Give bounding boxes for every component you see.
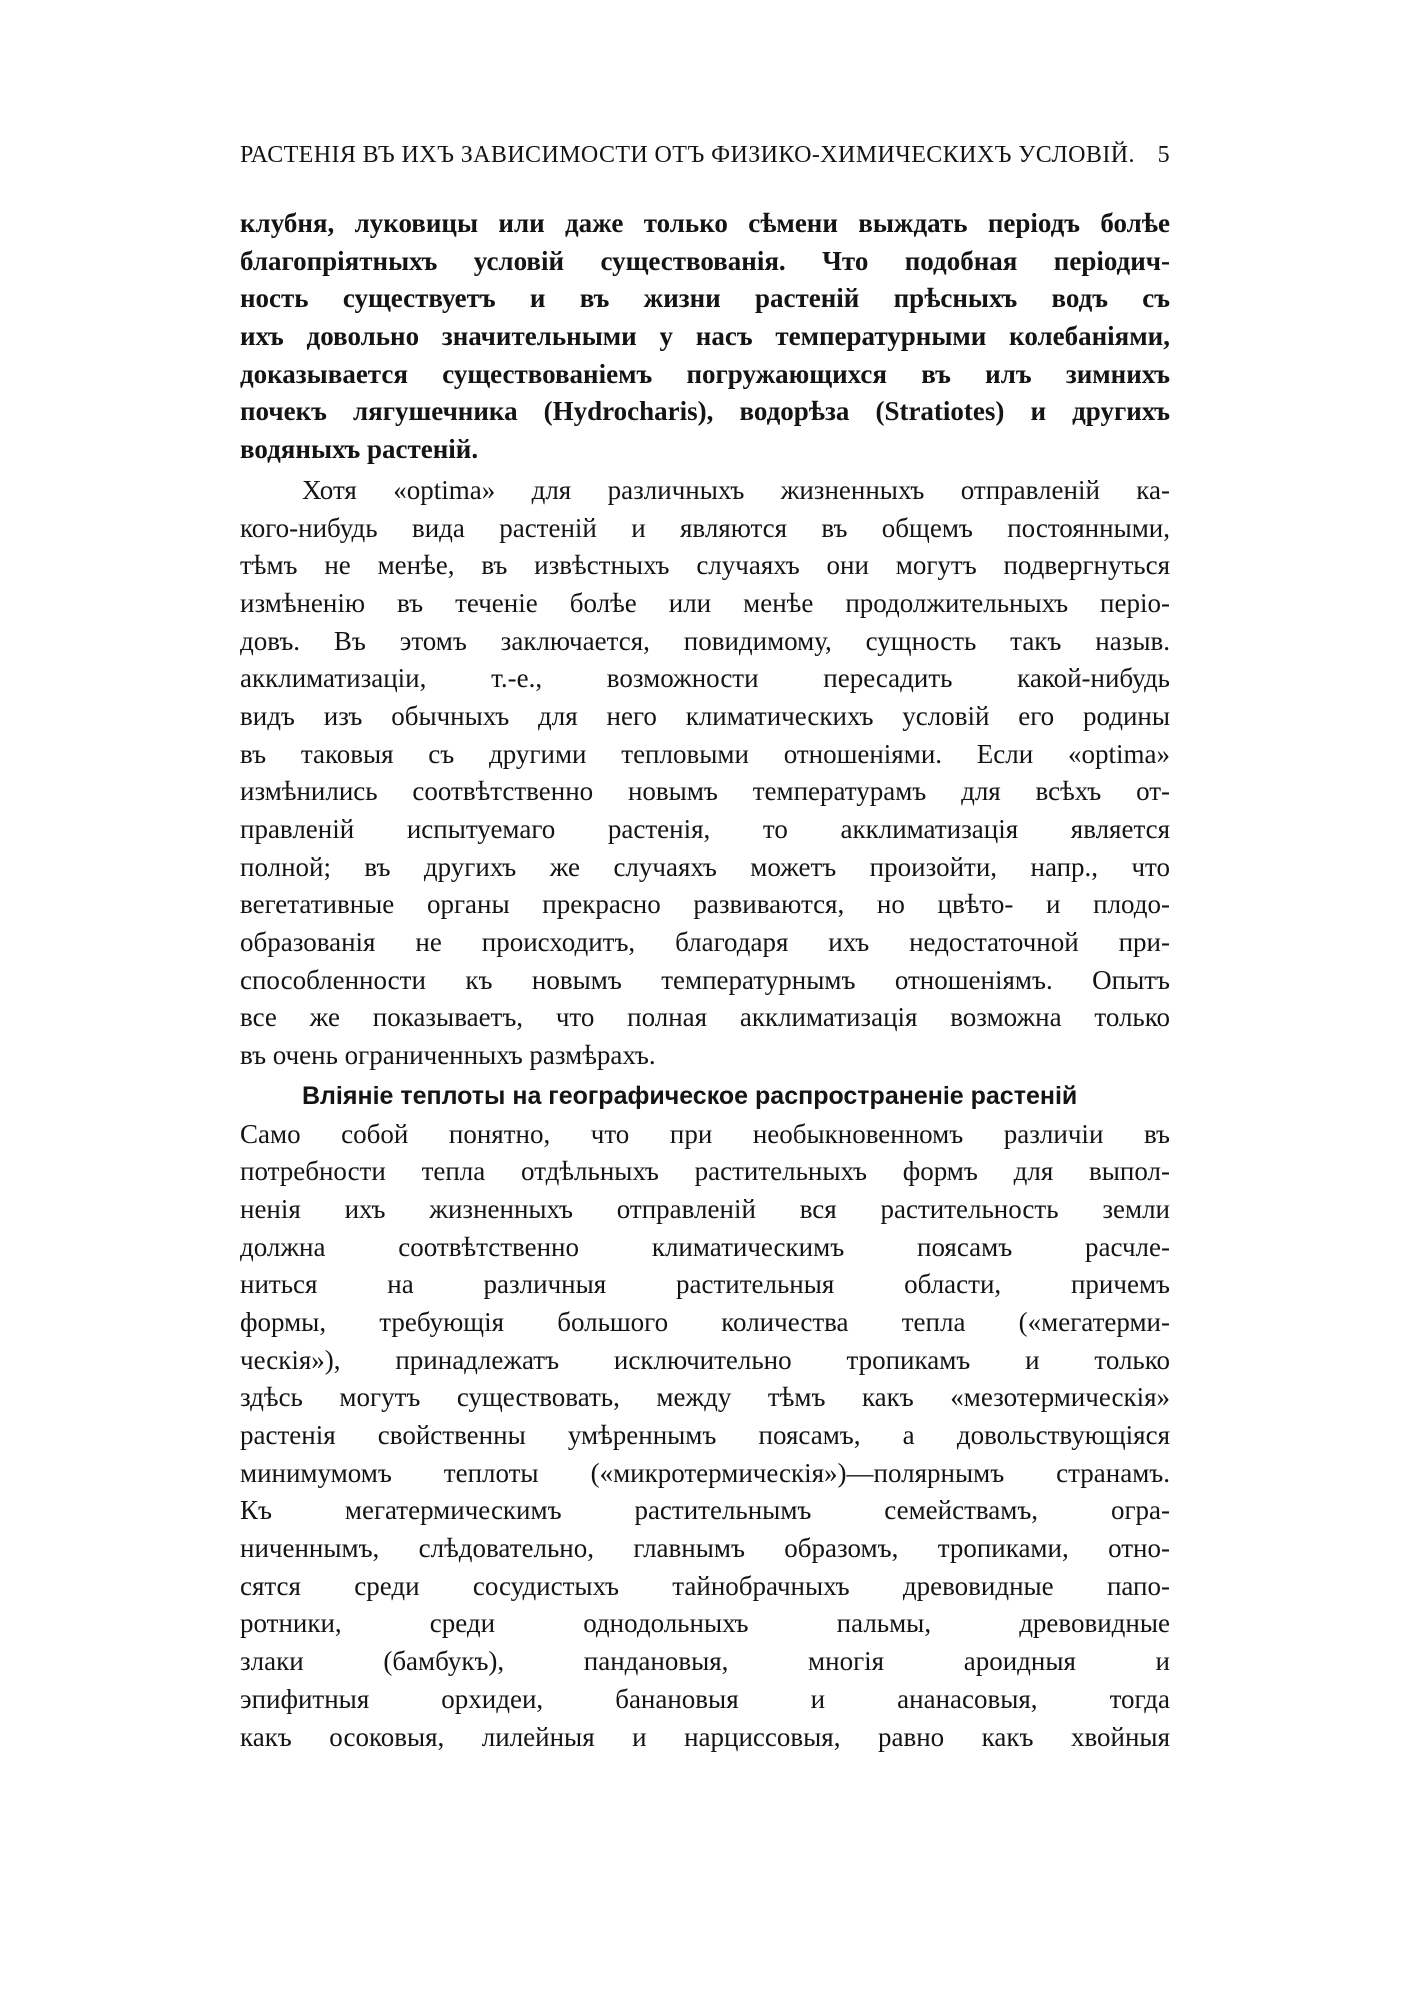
- text-line: акклиматизаціи, т.-е., возможности пересадить какой-нибудь: [240, 663, 1170, 694]
- text-line: ниченнымъ, слѣдовательно, главнымъ образомъ, тропиками, отно-: [240, 1533, 1170, 1564]
- text-line: образованія не происходитъ, благодаря ихъ недостаточной при-: [240, 927, 1170, 958]
- page-number: 5: [1157, 142, 1170, 168]
- text-line: довъ. Въ этомъ заключается, повидимому, сущность такъ назыв.: [240, 625, 1170, 656]
- text-line: водяныхъ растеній.: [240, 434, 479, 465]
- text-line: способленности къ новымъ температурнымъ отношеніямъ. Опытъ: [240, 964, 1170, 995]
- text-line: Къ мегатермическимъ растительнымъ семействамъ, огра-: [240, 1495, 1170, 1526]
- text-line: правленій испытуемаго растенія, то акклиматизація является: [240, 814, 1170, 844]
- text-line: потребности тепла отдѣльныхъ растительныхъ формъ для выпол-: [240, 1156, 1170, 1187]
- text-line: какъ осоковыя, лилейныя и нарциссовыя, равно какъ хвойныя: [240, 1721, 1170, 1752]
- text-line: растенія свойственны умѣреннымъ поясамъ, а довольствующіяся: [240, 1420, 1170, 1450]
- text-line: ческія»), принадлежатъ исключительно тропикамъ и только: [240, 1344, 1170, 1375]
- text-line: доказывается существованіемъ погружающихся въ илъ зимнихъ: [240, 358, 1170, 389]
- text-line: видъ изъ обычныхъ для него климатическихъ условій его родины: [240, 700, 1170, 731]
- text-line: формы, требующія большого количества тепла («мегатерми-: [240, 1306, 1170, 1337]
- body-text: [240, 205, 1170, 1756]
- text-line: ниться на различныя растительныя области, причемъ: [240, 1269, 1170, 1300]
- text-line: вегетативные органы прекрасно развиваются, но цвѣто- и плодо-: [240, 889, 1170, 920]
- text-line: ротники, среди однодольныхъ пальмы, древовидные: [240, 1608, 1170, 1639]
- section-heading: Вліяніе теплоты на географическое распространеніе растеній: [302, 1081, 1078, 1110]
- text-line: благопріятныхъ условій существованія. Что подобная періодич-: [240, 245, 1170, 276]
- text-line: почекъ лягушечника (Hydrocharis), водорѣза (Stratiotes) и другихъ: [240, 396, 1170, 427]
- text-line: Хотя «optima» для различныхъ жизненныхъ отправленій ка-: [302, 474, 1170, 505]
- text-line: тѣмъ не менѣе, въ извѣстныхъ случаяхъ они могутъ подвергнуться: [240, 550, 1170, 581]
- text-line: эпифитныя орхидеи, банановыя и ананасовыя, тогда: [240, 1683, 1170, 1714]
- text-line: измѣнились соотвѣтственно новымъ температурамъ для всѣхъ от-: [240, 776, 1170, 807]
- text-line: въ таковыя съ другими тепловыми отношеніями. Если «optima»: [240, 738, 1170, 769]
- text-line: сятся среди сосудистыхъ тайнобрачныхъ древовидные папо-: [240, 1570, 1170, 1601]
- running-head-title: РАСТЕНІЯ ВЪ ИХЪ ЗАВИСИМОСТИ ОТЪ ФИЗИКО-ХИМИЧЕСКИХЪ УСЛОВІЙ.: [240, 142, 1135, 168]
- text-line: здѣсь могутъ существовать, между тѣмъ какъ «мезотермическія»: [240, 1382, 1170, 1413]
- text-line: ихъ довольно значительными у насъ температурными колебаніями,: [240, 321, 1170, 352]
- text-line: полной; въ другихъ же случаяхъ можетъ произойти, напр., что: [240, 851, 1170, 882]
- text-line: ненія ихъ жизненныхъ отправленій вся растительность земли: [240, 1193, 1170, 1224]
- text-line: въ очень ограниченныхъ размѣрахъ.: [240, 1040, 656, 1071]
- text-line: кого-нибудь вида растеній и являются въ общемъ постоянными,: [240, 512, 1170, 543]
- text-line: измѣненію въ теченіе болѣе или менѣе продолжительныхъ періо-: [240, 587, 1170, 618]
- running-head: [240, 142, 1170, 178]
- text-line: ность существуетъ и въ жизни растеній прѣсныхъ водъ съ: [240, 283, 1170, 314]
- text-line: Само собой понятно, что при необыкновенномъ различіи въ: [240, 1118, 1170, 1149]
- text-line: злаки (бамбукъ), пандановыя, многія ароидныя и: [240, 1646, 1170, 1677]
- text-line: клубня, луковицы или даже только сѣмени выждать періодъ болѣе: [240, 208, 1170, 238]
- text-line: должна соотвѣтственно климатическимъ поясамъ расчле-: [240, 1231, 1170, 1262]
- text-line: минимумомъ теплоты («микротермическія»)—полярнымъ странамъ.: [240, 1457, 1170, 1488]
- text-line: все же показываетъ, что полная акклиматизація возможна только: [240, 1002, 1170, 1033]
